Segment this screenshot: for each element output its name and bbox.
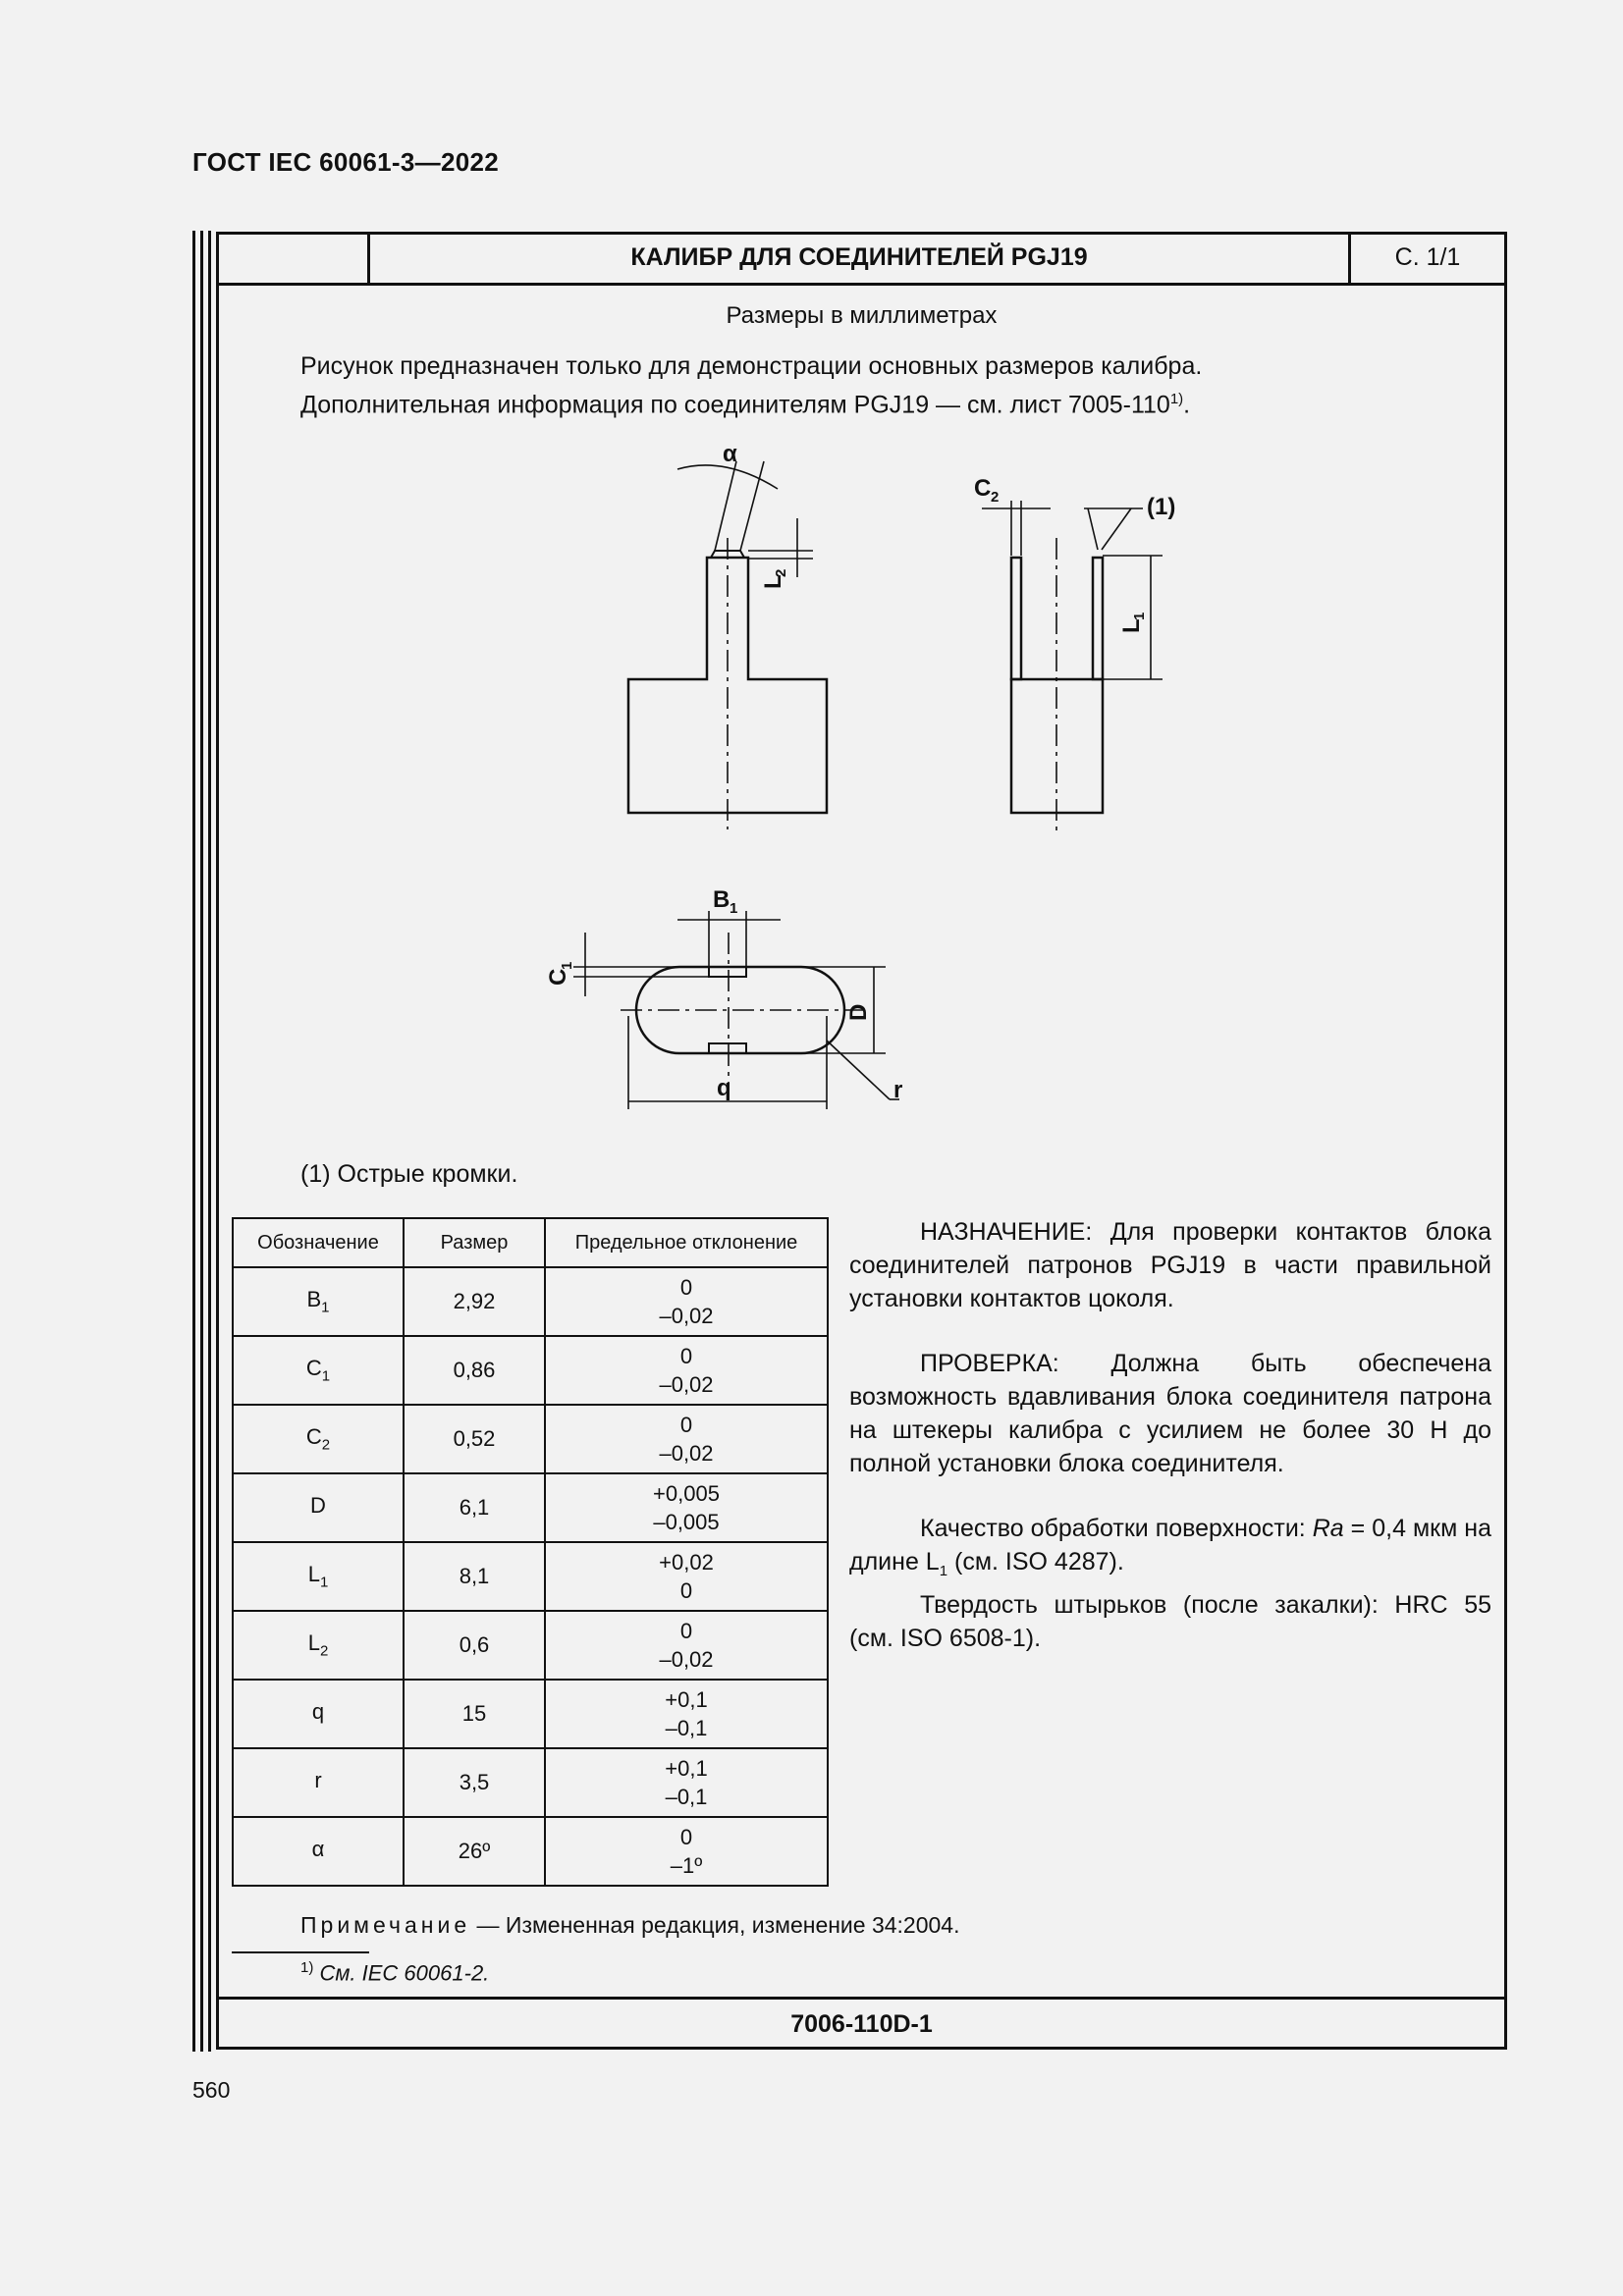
table-header-row	[233, 1218, 828, 1267]
hardness-paragraph: Твердость штырьков (после закалки): HRC 55 (см. ISO 6508-1).	[849, 1591, 1491, 1652]
footnote: $^{1)}$ См. IEC 60061-2.	[300, 1959, 490, 1986]
table-row	[233, 1611, 828, 1680]
cell-tolerance: 0 –0,02	[545, 1611, 828, 1680]
quality-paragraph: Качество обработки поверхности: Ra = 0,4 мкм на длине $L_1$ (см. ISO 4287).	[849, 1515, 1491, 1579]
cell-tolerance: +0,02 0	[545, 1542, 828, 1611]
cell-size: 0,52	[404, 1405, 545, 1473]
sheet-page-indicator: С. 1/1	[1394, 243, 1461, 271]
cell-size: 0,6	[404, 1611, 545, 1680]
table-body	[233, 1267, 828, 1886]
description-text	[849, 1215, 1491, 1655]
cell-size: 6,1	[404, 1473, 545, 1542]
sheet-code: 7006-110D-1	[790, 2010, 933, 2038]
standard-designation: ГОСТ IEC 60061-3—2022	[192, 147, 499, 177]
units-note: Размеры в миллиметрах	[726, 302, 998, 329]
cell-designation: r	[233, 1748, 404, 1817]
table-row	[233, 1405, 828, 1473]
table-row	[233, 1817, 828, 1886]
cell-size: 26º	[404, 1817, 545, 1886]
intro-line-2: Дополнительная информация по соединителям PGJ19 — см. лист 7005-110$^{1)}$.	[300, 391, 1191, 419]
table-row	[233, 1267, 828, 1336]
cell-size: 3,5	[404, 1748, 545, 1817]
drawing-labels	[545, 441, 1175, 1103]
footnote-separator	[232, 1951, 369, 1953]
purpose-paragraph: НАЗНАЧЕНИЕ: Для проверки контактов блока соединителей патронов PGJ19 в части правильной установки контактов цоколя.	[849, 1218, 1491, 1312]
cell-designation: $B_1$	[233, 1267, 404, 1336]
table-row	[233, 1680, 828, 1748]
svg-text:1: 1	[730, 900, 738, 917]
svg-text:C: C	[974, 475, 992, 502]
col-header-tolerance: Предельное отклонение	[545, 1218, 828, 1267]
svg-text:2: 2	[773, 568, 789, 577]
cell-tolerance: +0,1 –0,1	[545, 1680, 828, 1748]
check-paragraph: ПРОВЕРКА: Должна быть обеспечена возможность вдавливания блока соединителя патрона на штекеры калибра с усилием не более 30 Н до полной установки блока соединителя.	[849, 1350, 1491, 1477]
cell-designation: α	[233, 1817, 404, 1886]
cell-designation: $L_2$	[233, 1611, 404, 1680]
cell-tolerance: +0,005 –0,005	[545, 1473, 828, 1542]
cell-tolerance: 0 –0,02	[545, 1336, 828, 1405]
side-view	[982, 501, 1163, 836]
table-row	[233, 1748, 828, 1817]
svg-text:D: D	[845, 1003, 872, 1021]
cell-designation: $C_1$	[233, 1336, 404, 1405]
svg-text:C: C	[545, 968, 571, 986]
col-header-size: Размер	[404, 1218, 545, 1267]
sharp-edges-note: (1) Острые кромки.	[300, 1160, 518, 1188]
dimensions-table	[232, 1217, 829, 1887]
sheet-title: КАЛИБР ДЛЯ СОЕДИНИТЕЛЕЙ PGJ19	[630, 243, 1088, 271]
svg-text:L: L	[1118, 618, 1145, 633]
intro-line-1: Рисунок предназначен только для демонстрации основных размеров калибра.	[300, 352, 1203, 380]
page-number: 560	[192, 2077, 231, 2103]
cell-tolerance: +0,1 –0,1	[545, 1748, 828, 1817]
cell-designation: q	[233, 1680, 404, 1748]
table-row	[233, 1542, 828, 1611]
svg-text:B: B	[713, 886, 730, 913]
svg-text:r: r	[893, 1077, 903, 1103]
cell-tolerance: 0 –1º	[545, 1817, 828, 1886]
table-row	[233, 1473, 828, 1542]
cell-designation: $L_1$	[233, 1542, 404, 1611]
svg-text:α: α	[723, 441, 737, 467]
cell-size: 2,92	[404, 1267, 545, 1336]
cell-size: 15	[404, 1680, 545, 1748]
svg-text:q: q	[717, 1075, 731, 1101]
svg-text:2: 2	[991, 489, 1000, 506]
cell-size: 8,1	[404, 1542, 545, 1611]
cell-designation: D	[233, 1473, 404, 1542]
cell-designation: $C_2$	[233, 1405, 404, 1473]
svg-text:1: 1	[1131, 612, 1148, 620]
cell-tolerance: 0 –0,02	[545, 1405, 828, 1473]
svg-text:L: L	[760, 574, 786, 589]
svg-text:(1): (1)	[1147, 494, 1176, 520]
cell-size: 0,86	[404, 1336, 545, 1405]
amendment-note: Примечание — Измененная редакция, изменение 34:2004.	[300, 1912, 960, 1938]
table-row	[233, 1336, 828, 1405]
cell-tolerance: 0 –0,02	[545, 1267, 828, 1336]
svg-text:1: 1	[559, 961, 575, 970]
col-header-designation: Обозначение	[233, 1218, 404, 1267]
front-view	[628, 461, 827, 829]
